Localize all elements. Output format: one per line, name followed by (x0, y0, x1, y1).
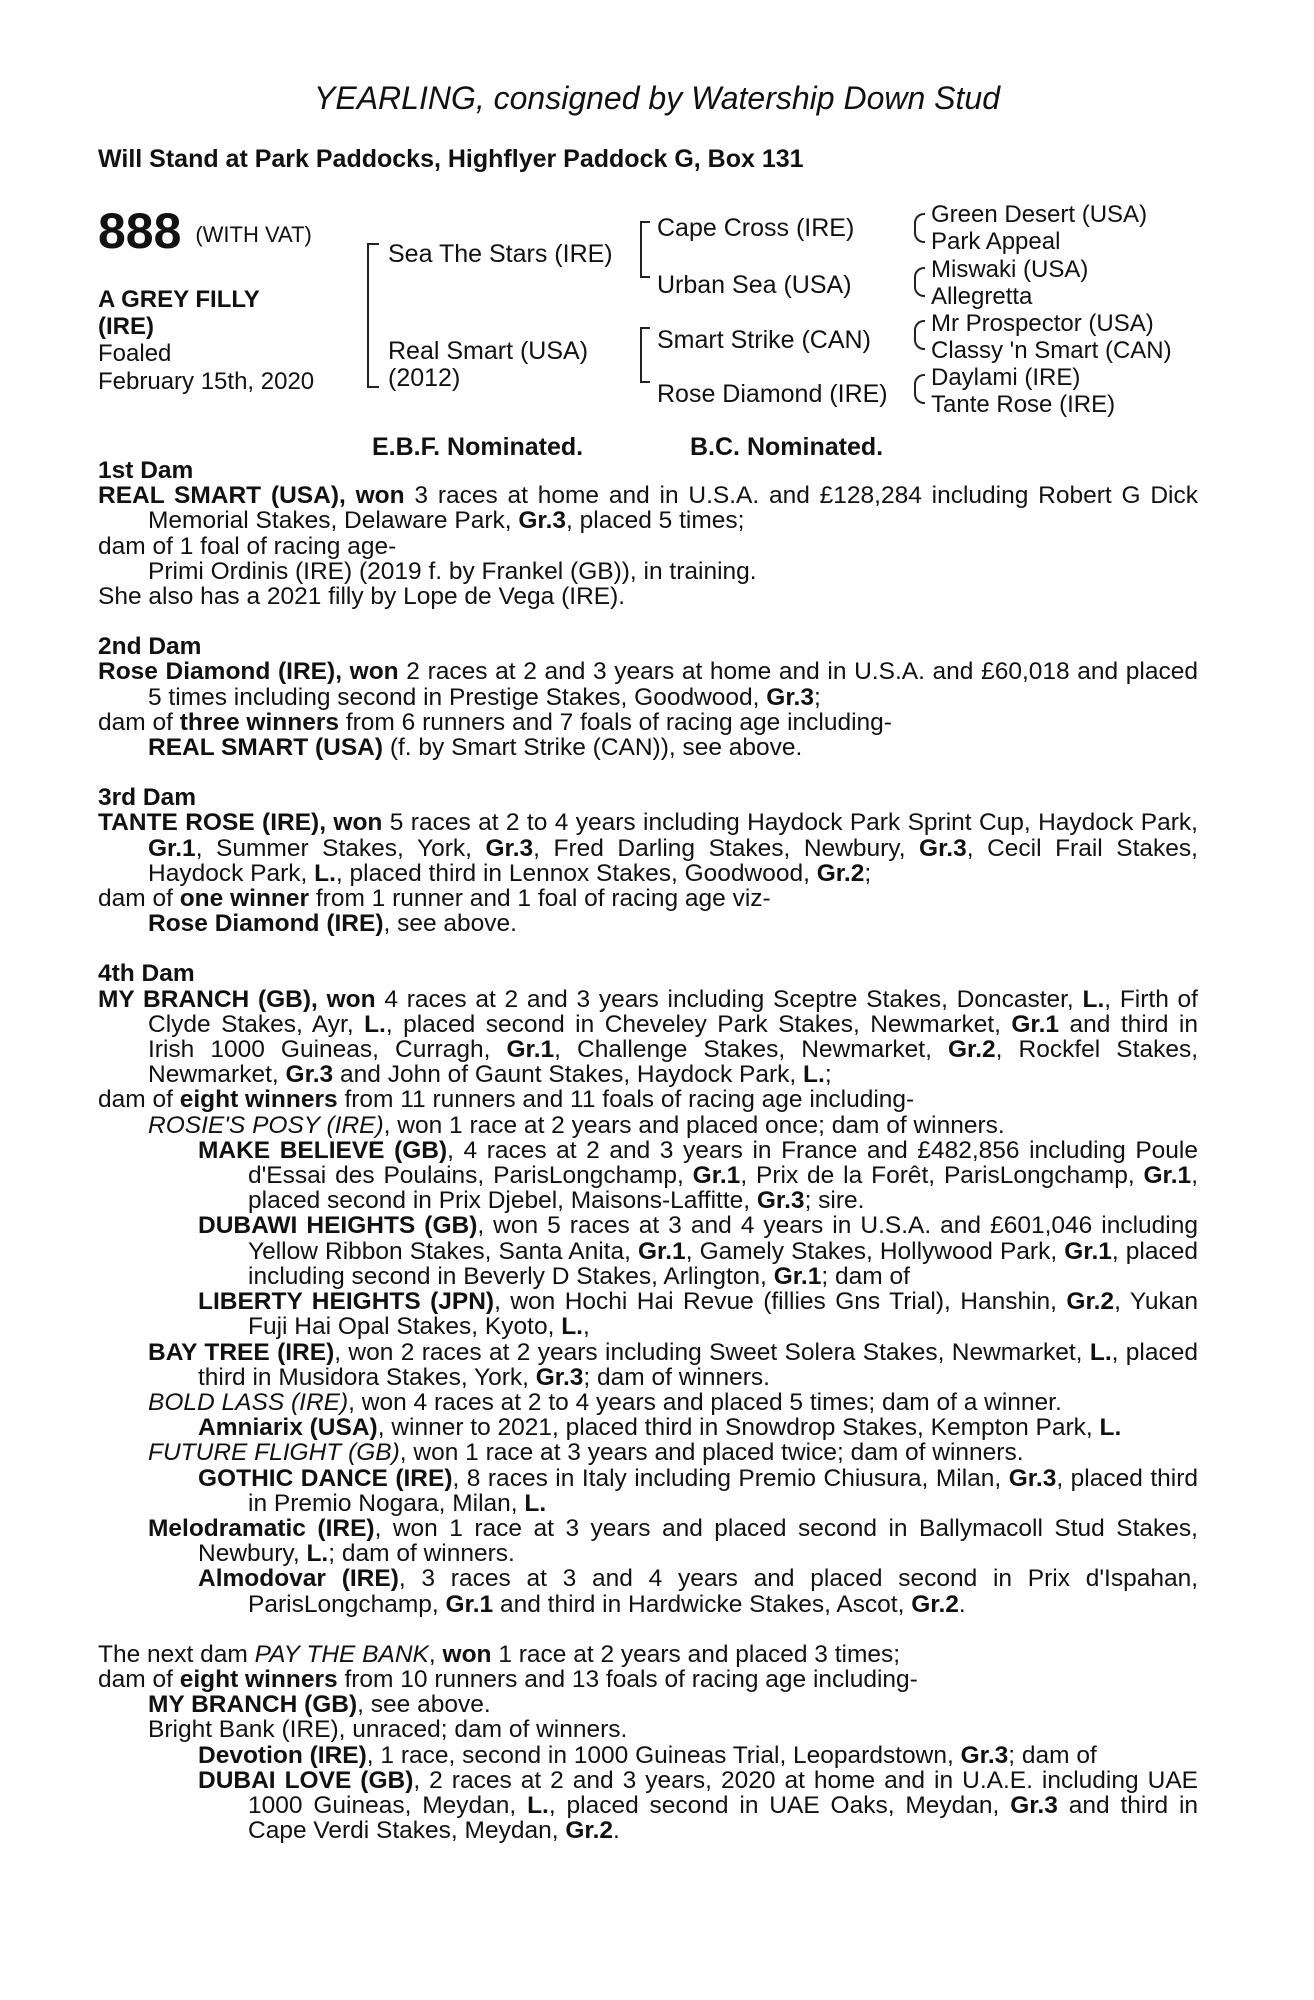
ebf-nomination: E.B.F. Nominated. (372, 433, 584, 461)
first-dam-heading: 1st Dam (98, 457, 194, 484)
text: and third in Irish 1000 Guineas, Curragh, (148, 1010, 1198, 1064)
produce-name: Almodovar (IRE) (198, 1565, 399, 1593)
pedigree-brace-3a (914, 213, 925, 243)
record-text: , placed 5 times; (566, 507, 745, 535)
produce-item (98, 1692, 1198, 1717)
dam-dam-dam: Tante Rose (IRE) (931, 391, 1116, 418)
pedigree-brace-3d (914, 374, 925, 404)
catalogue-body (98, 458, 1198, 1843)
won-label: won (442, 1640, 492, 1668)
grade-label: Gr.1 (1064, 1237, 1112, 1265)
pedigree-brace-3c (914, 320, 925, 350)
text: , Cecil Frail Stakes, Haydock Park, (148, 834, 1198, 887)
text: , won Hochi Hai Revue (fillies Gns Trial), Hanshin, (494, 1288, 1067, 1316)
text: from 1 runner and 1 foal of racing age viz- (309, 885, 771, 913)
text: ; dam of winners. (583, 1363, 770, 1391)
produce-item (98, 1113, 1198, 1138)
won-label: , won (335, 658, 399, 686)
sire-dam-dam: Allegretta (931, 283, 1033, 310)
text: 1 race at 2 years and placed 3 times; (491, 1640, 901, 1668)
text: , Firth of Clyde Stakes, Ayr, (148, 985, 1198, 1038)
grade-label: Gr.3 (766, 683, 814, 711)
dam-dam-sire: Daylami (IRE) (931, 364, 1081, 391)
third-dam-heading: 3rd Dam (98, 784, 197, 812)
text: , won 1 race at 3 years and placed twice; dam of winners. (399, 1439, 1024, 1467)
text: , Prix de la Forêt, ParisLongchamp, (740, 1162, 1144, 1190)
text: , Fred Darling Stakes, Newbury, (533, 834, 920, 862)
grade-label: Gr.3 (960, 1741, 1009, 1769)
grade-label: Gr.3 (535, 1363, 584, 1391)
lot-number-value: 888 (98, 203, 182, 259)
horse-origin: (IRE) (98, 313, 154, 340)
produce-name: Amniarix (USA) (198, 1414, 378, 1442)
grade-label: Gr.1 (692, 1162, 741, 1190)
produce-name: DUBAI LOVE (GB) (198, 1766, 414, 1794)
produce-item (98, 1415, 1198, 1440)
next-dam-produce (98, 1667, 1198, 1692)
text: , won 5 races at 3 and 4 years in U.S.A. and £601,046 including Yellow Ribbon Stakes, Santa Anita, (248, 1212, 1198, 1265)
sire-dam-sire: Miswaki (USA) (931, 256, 1089, 283)
text: and third in Hardwicke Stakes, Ascot, (493, 1590, 912, 1618)
text: dam of (98, 1665, 180, 1693)
text: , see above. (383, 910, 517, 938)
text: , won 1 race at 2 years and placed once; dam of winners. (383, 1111, 1005, 1139)
grade-label: L. (306, 1540, 329, 1568)
winners-count: one winner (179, 885, 310, 913)
produce-item (98, 1466, 1198, 1516)
text: from 11 runners and 11 foals of racing age including- (337, 1086, 915, 1114)
grade-label: Gr.1 (638, 1237, 686, 1265)
record-text: 2 races at 2 and 3 years at home and in U.S.A. and £60,018 and placed 5 times including second in Prestige Stakes, Goodwood, (148, 658, 1199, 711)
grade-label: L. (314, 859, 336, 887)
text: , won 4 races at 2 to 4 years and placed 5 times; dam of a winner. (348, 1388, 1062, 1416)
grade-label: L. (524, 1489, 547, 1517)
produce-name: ROSIE'S POSY (IRE) (148, 1111, 384, 1139)
foaled-label: Foaled (98, 340, 172, 367)
second-dam-heading: 2nd Dam (98, 633, 202, 661)
text: ; (824, 1061, 832, 1089)
grade-label: Gr.1 (506, 1036, 555, 1064)
next-dam-name: PAY THE BANK (254, 1640, 429, 1668)
text: (f. by Smart Strike (CAN)), see above. (383, 734, 803, 762)
sire-dam: Urban Sea (USA) (657, 271, 852, 299)
dam-year: (2012) (388, 364, 461, 392)
text: ; sire. (804, 1187, 865, 1215)
grade-label: Gr.3 (285, 1061, 334, 1089)
fourth-dam-produce (98, 1087, 1198, 1112)
text: , placed third in Musidora Stakes, York, (198, 1338, 1199, 1391)
text: 5 races at 2 to 4 years including Haydock Park Sprint Cup, Haydock Park, (382, 809, 1198, 837)
produce-name: Rose Diamond (IRE) (148, 910, 384, 938)
text: , (582, 1313, 590, 1341)
produce-item (98, 735, 1198, 760)
text: , 2 races at 2 and 3 years, 2020 at home and in U.A.E. including UAE 1000 Guineas, Meydan, (248, 1766, 1198, 1819)
won-label: , won (311, 985, 376, 1013)
text: , Yukan Fuji Hai Opal Stakes, Kyoto, (248, 1288, 1198, 1341)
produce-name: Devotion (IRE) (198, 1741, 367, 1769)
grade-label: Gr.1 (148, 834, 196, 862)
produce-item: Bright Bank (IRE), unraced; dam of winners. (148, 1716, 628, 1744)
produce-name: DUBAWI HEIGHTS (GB) (198, 1212, 478, 1240)
grade-label: L. (803, 1061, 825, 1089)
grade-label: Gr.2 (816, 859, 865, 887)
produce-item: Primi Ordinis (IRE) (2019 f. by Frankel (GB)), in training. (148, 557, 757, 585)
produce-item (98, 1566, 1198, 1616)
third-dam-record (98, 810, 1198, 886)
text: ; (864, 859, 872, 887)
pedigree-brace-3b (914, 267, 925, 297)
text: , placed second in UAE Oaks, Meydan, (548, 1791, 1011, 1819)
next-dam-record (98, 1642, 1198, 1667)
produce-item (98, 1743, 1198, 1768)
text: dam of (98, 885, 180, 913)
grade-label: Gr.1 (773, 1262, 822, 1290)
second-dam-record (98, 659, 1198, 709)
grade-label: L. (1089, 1338, 1112, 1366)
grade-label: Gr.3 (518, 507, 567, 535)
text: , (428, 1640, 443, 1668)
produce-item (98, 1289, 1198, 1339)
pedigree-brace-2a (640, 221, 650, 278)
text: from 6 runners and 7 foals of racing age including- (339, 708, 892, 736)
produce-name: LIBERTY HEIGHTS (JPN) (198, 1288, 495, 1316)
produce-name: GOTHIC DANCE (IRE) (198, 1464, 453, 1492)
text: , placed second in Cheveley Park Stakes, Newmarket, (385, 1010, 1012, 1038)
won-label: , won (319, 809, 383, 837)
text: , see above. (357, 1691, 491, 1719)
foaled-date: February 15th, 2020 (98, 368, 315, 395)
grade-label: Gr.1 (445, 1590, 494, 1618)
second-dam-name: Rose Diamond (IRE) (98, 658, 336, 686)
dam-dam: Rose Diamond (IRE) (657, 380, 888, 408)
produce-item (98, 1213, 1198, 1289)
text: , Rockfel Stakes, Newmarket, (148, 1036, 1198, 1089)
dam-sire-dam: Classy 'n Smart (CAN) (931, 337, 1172, 364)
winners-count: eight winners (179, 1665, 338, 1693)
grade-label: Gr.3 (1008, 1464, 1057, 1492)
text: , placed second in Prix Djebel, Maisons-Laffitte, (248, 1162, 1198, 1215)
first-dam-record (98, 483, 1198, 533)
first-dam-produce: dam of 1 foal of racing age- (98, 532, 397, 560)
horse-description: A GREY FILLY (98, 286, 260, 313)
text: , Gamely Stakes, Hollywood Park, (685, 1237, 1065, 1265)
dam: Real Smart (USA) (388, 337, 589, 365)
page-heading: YEARLING, consigned by Watership Down Stud (314, 80, 1000, 116)
sire-sire-sire: Green Desert (USA) (931, 201, 1148, 228)
text: ; dam of winners. (328, 1540, 515, 1568)
produce-item (98, 1516, 1198, 1566)
produce-item (98, 1340, 1198, 1390)
grade-label: Gr.1 (1011, 1010, 1060, 1038)
vat-note: (WITH VAT) (195, 221, 312, 247)
text: , 3 races at 3 and 4 years and placed second in Prix d'Ispahan, ParisLongchamp, (248, 1565, 1198, 1618)
grade-label: L. (364, 1010, 386, 1038)
grade-label: Gr.3 (919, 834, 967, 862)
bc-nomination: B.C. Nominated. (690, 433, 884, 461)
dam-sire: Smart Strike (CAN) (657, 326, 871, 354)
produce-name: MAKE BELIEVE (GB) (198, 1136, 448, 1164)
produce-item (98, 1390, 1198, 1415)
record-text: 3 races at home and in U.S.A. and £128,284 including Robert G Dick Memorial Stakes, Delaware Park, (148, 482, 1198, 535)
second-dam-produce (98, 710, 1198, 735)
first-dam-name: REAL SMART (USA) (98, 482, 339, 510)
text: and third in Cape Verdi Stakes, Meydan, (248, 1791, 1199, 1845)
text: , won 1 race at 3 years and placed second in Ballymacoll Stud Stakes, Newbury, (198, 1514, 1198, 1568)
text: , won 2 races at 2 years including Sweet Solera Stakes, Newmarket, (334, 1338, 1090, 1366)
grade-label: L. (1099, 1414, 1122, 1442)
text: , placed third in Premio Nogara, Milan, (248, 1464, 1198, 1517)
text: dam of (98, 1086, 180, 1114)
fourth-dam-heading: 4th Dam (98, 960, 195, 988)
text: and John of Gaunt Stakes, Haydock Park, (333, 1061, 804, 1089)
grade-label: Gr.1 (1143, 1162, 1192, 1190)
pedigree-brace-1 (367, 243, 379, 388)
text: ; dam of (821, 1262, 910, 1290)
grade-label: Gr.2 (1066, 1288, 1115, 1316)
pedigree-brace-2b (640, 327, 650, 383)
produce-name: Melodramatic (IRE) (148, 1514, 375, 1542)
sire: Sea The Stars (IRE) (388, 240, 613, 268)
text: , Challenge Stakes, Newmarket, (554, 1036, 948, 1064)
sire-sire: Cape Cross (IRE) (657, 214, 855, 242)
text: , 1 race, second in 1000 Guineas Trial, Leopardstown, (366, 1741, 961, 1769)
fourth-dam-name: MY BRANCH (GB) (98, 985, 312, 1013)
produce-name: BAY TREE (IRE) (148, 1338, 335, 1366)
third-dam-produce (98, 886, 1198, 911)
text: , 8 races in Italy including Premio Chiusura, Milan, (452, 1464, 1009, 1492)
stand-location: Will Stand at Park Paddocks, Highflyer Paddock G, Box 131 (98, 145, 804, 173)
text: ; dam of (1008, 1741, 1097, 1769)
text: , Summer Stakes, York, (195, 834, 486, 862)
sire-sire-dam: Park Appeal (931, 228, 1061, 255)
grade-label: Gr.2 (911, 1590, 959, 1618)
third-dam-name: TANTE ROSE (IRE) (98, 809, 320, 837)
first-dam-note: She also has a 2021 filly by Lope de Vega (IRE). (98, 583, 626, 611)
text: , winner to 2021, placed third in Snowdrop Stakes, Kempton Park, (377, 1414, 1100, 1442)
produce-name: FUTURE FLIGHT (GB) (148, 1439, 400, 1467)
record-text: ; (813, 683, 821, 711)
produce-item (98, 1440, 1198, 1465)
text: The next dam (98, 1640, 255, 1668)
produce-name: REAL SMART (USA) (148, 734, 384, 762)
text: . (958, 1590, 966, 1618)
won-label: , won (339, 482, 405, 510)
dam-sire-sire: Mr Prospector (USA) (931, 310, 1154, 337)
produce-item (98, 1768, 1198, 1844)
text: , 4 races at 2 and 3 years in France and £482,856 including Poule d'Essai des Poulains, ParisLongchamp, (248, 1136, 1198, 1190)
produce-name: BOLD LASS (IRE) (148, 1388, 349, 1416)
produce-item (98, 1138, 1198, 1214)
text: from 10 runners and 13 foals of racing age including- (337, 1665, 918, 1693)
winners-count: three winners (179, 708, 340, 736)
winners-count: eight winners (179, 1086, 338, 1114)
grade-label: Gr.3 (756, 1187, 805, 1215)
lot-number (98, 202, 312, 260)
text: . (613, 1817, 620, 1845)
grade-label: Gr.2 (947, 1036, 996, 1064)
fourth-dam-record (98, 987, 1198, 1088)
grade-label: L. (561, 1313, 583, 1341)
text: , placed including second in Beverly D Stakes, Arlington, (248, 1237, 1198, 1290)
grade-label: Gr.2 (565, 1817, 614, 1845)
grade-label: L. (527, 1791, 549, 1819)
grade-label: Gr.3 (485, 834, 534, 862)
produce-name: MY BRANCH (GB) (148, 1691, 358, 1719)
grade-label: Gr.3 (1010, 1791, 1058, 1819)
text: dam of (98, 708, 180, 736)
text: , placed third in Lennox Stakes, Goodwood, (335, 859, 817, 887)
grade-label: L. (1082, 985, 1105, 1013)
produce-item (98, 911, 1198, 936)
text: 4 races at 2 and 3 years including Sceptre Stakes, Doncaster, (375, 985, 1083, 1013)
